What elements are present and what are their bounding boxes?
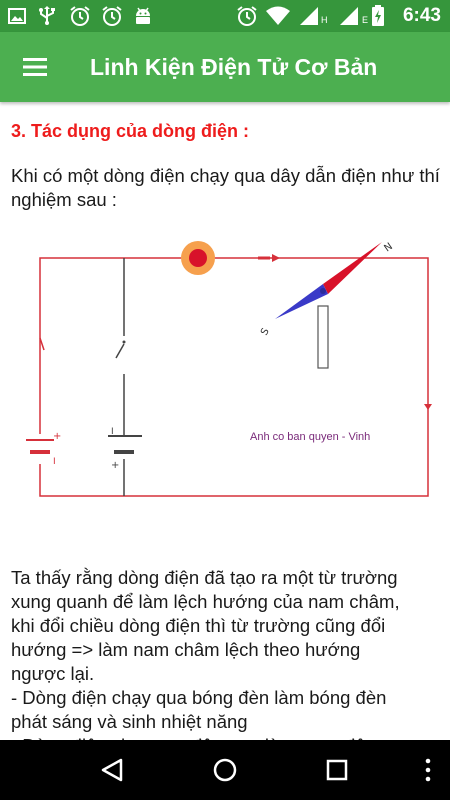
alarm-icon — [69, 5, 91, 27]
menu-icon — [10, 42, 60, 92]
compass-south-label: S — [259, 326, 272, 338]
body-line: phát sáng và sinh nhiệt năng — [11, 711, 248, 732]
app-title: Linh Kiện Điện Tử Cơ Bản — [90, 54, 378, 80]
alarm-icon — [236, 5, 258, 27]
network-type-h: H — [321, 15, 328, 25]
body-line: hướng => làm nam châm lệch theo hướng — [11, 639, 361, 660]
article-content[interactable] — [0, 102, 450, 740]
recents-button[interactable] — [317, 750, 357, 790]
circuit-diagram — [20, 224, 436, 500]
app-bar — [0, 32, 450, 102]
overflow-menu-button[interactable] — [408, 750, 448, 790]
signal-icon — [338, 6, 360, 26]
image-icon — [8, 8, 26, 24]
overflow-icon — [408, 750, 448, 790]
body-line: - Dòng điện chạy qua bóng đèn làm bóng đèn — [11, 687, 387, 708]
body-line: ngược lại. — [11, 663, 95, 684]
signal-icon — [298, 6, 320, 26]
alarm-icon — [101, 5, 123, 27]
back-button[interactable] — [93, 750, 133, 790]
body-line: Ta thấy rằng dòng điện đã tạo ra một từ trường — [11, 567, 398, 588]
intro-paragraph: Khi có một dòng điện chạy qua dây dẫn điện như thí nghiệm sau : — [11, 165, 440, 210]
status-time: 6:43 — [402, 5, 441, 26]
svg-text:+: + — [111, 460, 120, 471]
menu-button[interactable] — [10, 42, 60, 92]
network-type-e: E — [362, 15, 369, 25]
body-paragraph — [11, 566, 443, 758]
svg-text:I: I — [53, 457, 56, 467]
section-heading: 3. Tác dụng của dòng điện : — [11, 121, 250, 141]
body-line: xung quanh để làm lệch hướng của nam châm, — [11, 591, 400, 612]
usb-icon — [38, 6, 56, 26]
back-icon — [93, 750, 133, 790]
figure-watermark: Anh co ban quyen - Vinh — [250, 431, 371, 443]
status-bar — [0, 0, 450, 32]
home-icon — [205, 750, 245, 790]
navigation-bar — [0, 740, 450, 800]
android-icon — [133, 5, 153, 27]
svg-text:+: + — [53, 431, 62, 442]
battery-icon — [371, 5, 385, 27]
recents-icon — [317, 750, 357, 790]
compass-north-label: N — [382, 241, 395, 255]
home-button[interactable] — [205, 750, 245, 790]
wifi-icon — [265, 6, 291, 26]
body-line: khi đổi chiều dòng điện thì từ trường cũng đổi — [11, 615, 386, 636]
svg-text:I: I — [111, 427, 114, 437]
